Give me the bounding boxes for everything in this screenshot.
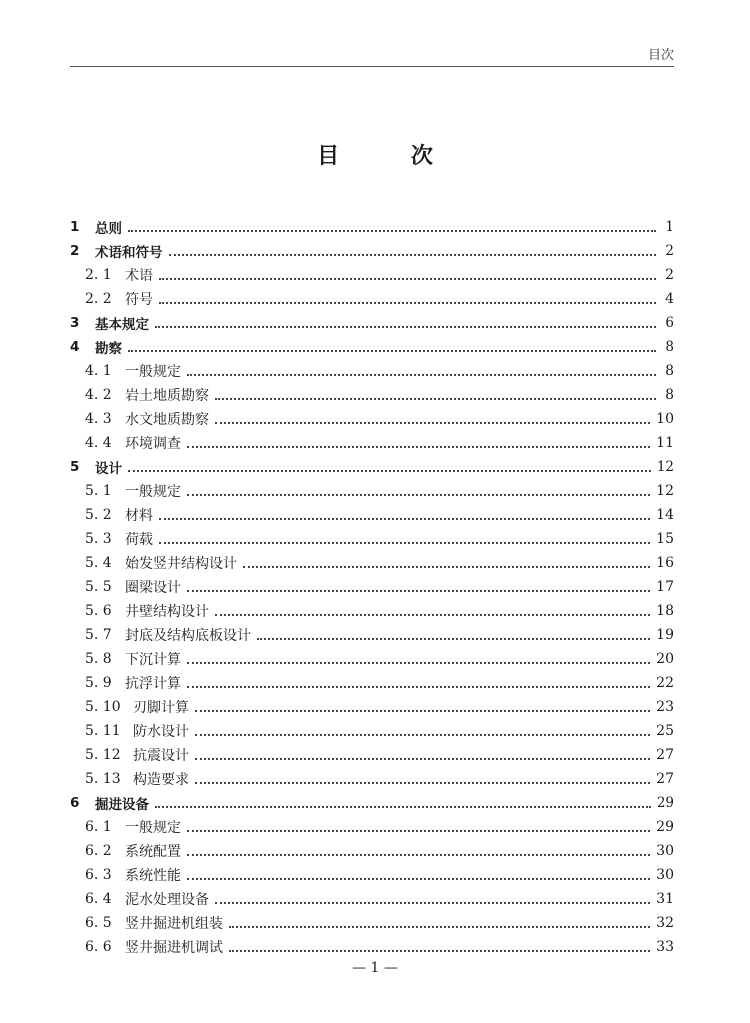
toc-entry-label: 防水设计	[133, 724, 189, 740]
toc-entry-number: 3	[70, 315, 80, 331]
toc-dot-leader	[187, 830, 650, 832]
toc-entry-label: 基本规定	[95, 317, 149, 333]
toc-entry-page: 8	[665, 339, 674, 355]
toc-entry-number: 6. 3	[85, 867, 112, 883]
toc-entry[interactable]	[70, 239, 674, 263]
toc-entry[interactable]	[70, 311, 674, 335]
toc-dot-leader	[215, 614, 650, 616]
toc-entry-page: 2	[665, 243, 674, 259]
toc-entry-label: 环境调查	[125, 436, 181, 452]
toc-entry-number: 4	[70, 339, 80, 355]
toc-entry-label: 始发竖井结构设计	[125, 556, 237, 572]
toc-entry-label: 抗浮计算	[125, 676, 181, 692]
toc-entry-number: 5. 12	[85, 747, 121, 763]
toc-entry-number: 4. 2	[85, 387, 112, 403]
toc-dot-leader	[187, 374, 656, 376]
toc-entry[interactable]	[70, 479, 674, 503]
toc-dot-leader	[128, 350, 656, 352]
toc-entry-page: 29	[656, 795, 674, 811]
toc-entry-number: 5. 2	[85, 507, 112, 523]
toc-dot-leader	[187, 446, 650, 448]
toc-entry-label: 刃脚计算	[133, 700, 189, 716]
toc-dot-leader	[155, 806, 651, 808]
toc-entry-number: 6	[70, 795, 80, 811]
toc-entry-page: 32	[656, 915, 674, 931]
toc-entry-page: 8	[665, 387, 674, 403]
toc-entry-page: 30	[656, 867, 674, 883]
toc-entry[interactable]	[70, 887, 674, 911]
page-number: — 1 —	[352, 960, 398, 976]
toc-entry-page: 25	[656, 723, 674, 739]
toc-entry-label: 系统性能	[125, 868, 181, 884]
running-header	[70, 44, 674, 67]
toc-entry[interactable]	[70, 431, 674, 455]
toc-entry-label: 构造要求	[133, 772, 189, 788]
toc-entry-page: 22	[656, 675, 674, 691]
toc-entry-page: 2	[665, 267, 674, 283]
toc-dot-leader	[187, 878, 650, 880]
toc-dot-leader	[215, 398, 656, 400]
toc-entry-label: 井壁结构设计	[125, 604, 209, 620]
toc-dot-leader	[229, 926, 650, 928]
toc-entry[interactable]	[70, 815, 674, 839]
toc-entry-label: 封底及结构底板设计	[125, 628, 251, 644]
toc-entry-number: 5. 3	[85, 531, 112, 547]
toc-entry[interactable]	[70, 863, 674, 887]
toc-dot-leader	[195, 710, 650, 712]
toc-entry-number: 6. 1	[85, 819, 112, 835]
toc-dot-leader	[195, 758, 650, 760]
page-title: 目 次	[317, 144, 465, 169]
toc-entry-number: 6. 6	[85, 939, 112, 955]
toc-entry-number: 6. 5	[85, 915, 112, 931]
toc-entry-label: 泥水处理设备	[125, 892, 209, 908]
toc-entry-label: 术语	[125, 268, 153, 284]
toc-entry-number: 5. 9	[85, 675, 112, 691]
toc-entry[interactable]	[70, 383, 674, 407]
toc-entry-page: 11	[656, 435, 674, 451]
toc-entry-label: 岩土地质勘察	[125, 388, 209, 404]
toc-entry[interactable]	[70, 647, 674, 671]
toc-entry-number: 4. 1	[85, 363, 112, 379]
toc-entry-number: 2. 1	[85, 267, 112, 283]
toc-entry-number: 5. 11	[85, 723, 121, 739]
toc-entry-page: 18	[656, 603, 674, 619]
toc-dot-leader	[159, 278, 656, 280]
toc-entry-page: 31	[656, 891, 674, 907]
toc-entry-label: 掘进设备	[95, 797, 149, 813]
toc-dot-leader	[187, 686, 650, 688]
toc-entry-number: 5. 13	[85, 771, 121, 787]
toc-entry-number: 1	[70, 219, 80, 235]
toc-entry-page: 4	[665, 291, 674, 307]
toc-entry-page: 19	[656, 627, 674, 643]
toc-entry[interactable]	[70, 719, 674, 743]
toc-dot-leader	[128, 470, 651, 472]
toc-entry-number: 5. 5	[85, 579, 112, 595]
toc-entry-label: 一般规定	[125, 364, 181, 380]
toc-entry-page: 14	[656, 507, 674, 523]
toc-dot-leader	[169, 254, 657, 256]
toc-entry[interactable]	[70, 263, 674, 287]
toc-entry[interactable]	[70, 287, 674, 311]
toc-entry-number: 2. 2	[85, 291, 112, 307]
toc-entry[interactable]	[70, 503, 674, 527]
toc-dot-leader	[187, 590, 650, 592]
toc-entry-page: 17	[656, 579, 674, 595]
toc-entry-page: 15	[656, 531, 674, 547]
toc-dot-leader	[257, 638, 650, 640]
toc-entry-number: 5. 10	[85, 699, 121, 715]
running-header-title: 目次	[647, 48, 674, 63]
toc-entry-page: 23	[656, 699, 674, 715]
toc-entry-label: 设计	[95, 461, 122, 477]
toc-entry[interactable]	[70, 455, 674, 479]
toc-entry-page: 16	[656, 555, 674, 571]
toc-entry[interactable]	[70, 935, 674, 959]
toc-entry-number: 5	[70, 459, 80, 475]
toc-entry[interactable]	[70, 215, 674, 239]
toc-entry-number: 2	[70, 243, 80, 259]
toc-entry-label: 一般规定	[125, 820, 181, 836]
toc-entry-number: 4. 3	[85, 411, 112, 427]
toc-entry-number: 5. 7	[85, 627, 112, 643]
toc-dot-leader	[159, 518, 650, 520]
toc-entry-page: 27	[656, 771, 674, 787]
toc-entry-page: 12	[656, 459, 674, 475]
toc-entry-label: 系统配置	[125, 844, 181, 860]
toc-entry-page: 1	[665, 219, 674, 235]
toc-entry-number: 6. 2	[85, 843, 112, 859]
toc-entry[interactable]	[70, 743, 674, 767]
toc-dot-leader	[159, 302, 656, 304]
toc-entry-number: 5. 4	[85, 555, 112, 571]
toc-entry-number: 6. 4	[85, 891, 112, 907]
toc-entry-page: 12	[656, 483, 674, 499]
toc-dot-leader	[159, 542, 650, 544]
toc-entry-label: 总则	[95, 221, 122, 237]
toc-entry-number: 4. 4	[85, 435, 112, 451]
toc-entry[interactable]	[70, 575, 674, 599]
toc-entry-label: 荷载	[125, 532, 153, 548]
toc-entry-label: 符号	[125, 292, 153, 308]
toc-entry[interactable]	[70, 791, 674, 815]
toc-entry-page: 8	[665, 363, 674, 379]
toc-entry-page: 27	[656, 747, 674, 763]
toc-dot-leader	[195, 734, 650, 736]
toc-entry[interactable]	[70, 335, 674, 359]
toc-dot-leader	[128, 230, 656, 232]
toc-entry-page: 29	[656, 819, 674, 835]
toc-entry[interactable]	[70, 623, 674, 647]
toc-entry[interactable]	[70, 359, 674, 383]
toc-dot-leader	[215, 422, 650, 424]
toc-entry-label: 圈梁设计	[125, 580, 181, 596]
toc-dot-leader	[243, 566, 650, 568]
toc-entry-label: 抗震设计	[133, 748, 189, 764]
toc-entry-label: 水文地质勘察	[125, 412, 209, 428]
toc-entry[interactable]	[70, 671, 674, 695]
toc-entry[interactable]	[70, 839, 674, 863]
toc-entry-page: 33	[656, 939, 674, 955]
toc-entry-label: 竖井掘进机调试	[125, 940, 223, 956]
toc-entry[interactable]	[70, 911, 674, 935]
toc-dot-leader	[229, 950, 650, 952]
toc-entry[interactable]	[70, 551, 674, 575]
toc-entry-number: 5. 8	[85, 651, 112, 667]
toc-dot-leader	[187, 854, 650, 856]
toc-entry-label: 材料	[125, 508, 153, 524]
table-of-contents	[70, 215, 674, 959]
toc-entry-label: 一般规定	[125, 484, 181, 500]
toc-entry-label: 竖井掘进机组装	[125, 916, 223, 932]
toc-entry-page: 20	[656, 651, 674, 667]
toc-entry[interactable]	[70, 599, 674, 623]
toc-entry-number: 5. 6	[85, 603, 112, 619]
toc-entry[interactable]	[70, 695, 674, 719]
toc-dot-leader	[155, 326, 656, 328]
toc-dot-leader	[195, 782, 650, 784]
toc-entry-label: 术语和符号	[95, 245, 163, 261]
toc-dot-leader	[187, 662, 650, 664]
toc-entry-page: 30	[656, 843, 674, 859]
toc-entry[interactable]	[70, 527, 674, 551]
toc-dot-leader	[187, 494, 650, 496]
toc-entry-page: 10	[656, 411, 674, 427]
toc-entry[interactable]	[70, 767, 674, 791]
toc-dot-leader	[215, 902, 650, 904]
toc-entry-number: 5. 1	[85, 483, 112, 499]
toc-entry-label: 下沉计算	[125, 652, 181, 668]
toc-entry-label: 勘察	[95, 341, 122, 357]
toc-entry[interactable]	[70, 407, 674, 431]
toc-entry-page: 6	[665, 315, 674, 331]
